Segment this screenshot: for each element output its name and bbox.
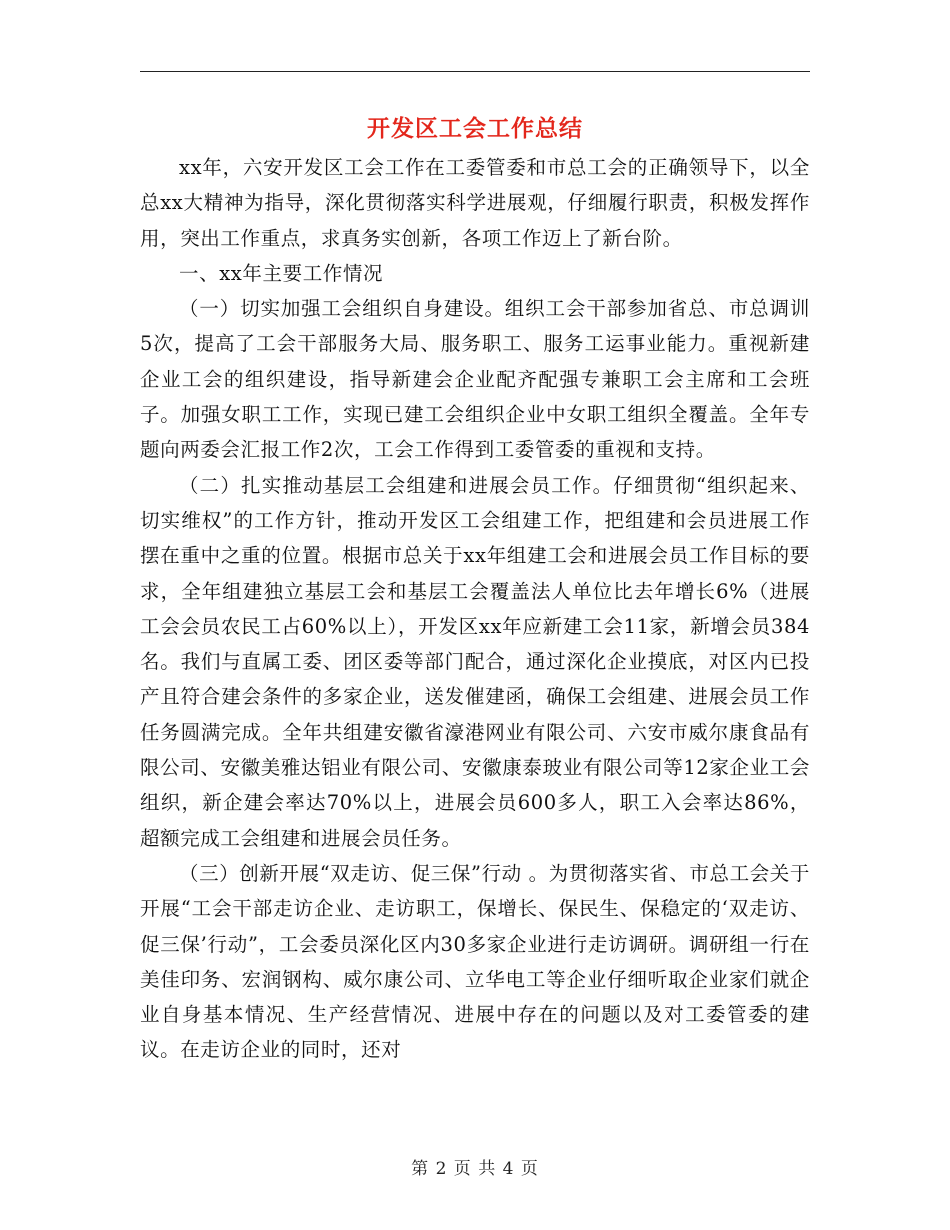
paragraph-item-1: （一）切实加强工会组织自身建设。组织工会干部参加省总、市总调训5次，提高了工会干部服务大局、服务职工、服务工运事业能力。重视新建企业工会的组织建设，指导新建会企业配齐配强专兼职工会主席和工会班子。加强女职工工作，实现已建工会组织企业中女职工组织全覆盖。全年专题向两委会汇报工作2次，工会工作得到工委管委的重视和支持。 xyxy=(140,297,810,462)
page-footer: 第 2 页 共 4 页 xyxy=(411,1159,539,1179)
paragraph-intro: xx年，六安开发区工会工作在工委管委和市总工会的正确领导下，以全总xx大精神为指导，深化贯彻落实科学进展观，仔细履行职责，积极发挥作用，突出工作重点，求真务实创新，各项工作迈上了新台阶。 xyxy=(140,156,810,250)
header-rule xyxy=(140,71,810,72)
document-body xyxy=(140,150,810,1068)
paragraph-item-3: （三）创新开展“双走访、促三保”行动 。为贯彻落实省、市总工会关于开展“工会干部走访企业、走访职工，保增长、保民生、保稳定的‘双走访、促三保’行动”，工会委员深化区内30多家企业进行走访调研。调研组一行在美佳印务、宏润钢构、威尔康公司、立华电工等企业仔细听取企业家们就企业自身基本情况、生产经营情况、进展中存在的问题以及对工委管委的建议。在走访企业的同时，还对 xyxy=(140,861,810,1062)
paragraph-item-2: （二）扎实推动基层工会组建和进展会员工作。仔细贯彻“组织起来、切实维权”的工作方针，推动开发区工会组建工作，把组建和会员进展工作摆在重中之重的位置。根据市总关于xx年组建工会和进展会员工作目标的要求，全年组建独立基层工会和基层工会覆盖法人单位比去年增长6%（进展工会会员农民工占60%以上），开发区xx年应新建工会11家，新增会员384名。我们与直属工委、团区委等部门配合，通过深化企业摸底，对区内已投产且符合建会条件的多家企业，送发催建函，确保工会组建、进展会员工作任务圆满完成。全年共组建安徽省濠港网业有限公司、六安市威尔康食品有限公司、安徽美雅达铝业有限公司、安徽康泰玻业有限公司等12家企业工会组织，新企建会率达70%以上，进展会员600多人，职工入会率达86%，超额完成工会组建和进展会员任务。 xyxy=(140,473,810,850)
section-heading: 一、xx年主要工作情况 xyxy=(179,261,384,285)
document-title: 开发区工会工作总结 xyxy=(367,115,583,142)
